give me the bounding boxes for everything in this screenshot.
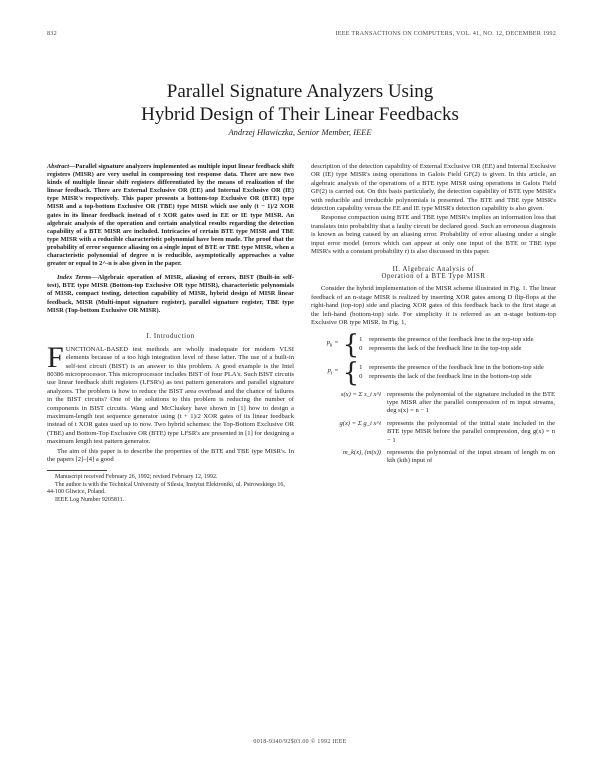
- right-paragraph-1: description of the detection capability of External Exclusive OR (EE) and Internal Exclusive OR (IE) type MISR's using operations in Galois Field GF(2) is given. In this article, an algebraic analysis of the operations of a BTE type MISR using operations in Galois Field GF(2) is carried out. On this basis particularly, the detection capability of BTE type MISR's with reducible and irreducible polynomials is presented. The BTE and TBE type MISR's detection capability versus the EE and IE type MISR's detection capability is also given.: [311, 163, 556, 213]
- sx-lhs: s(x) = Σ s_i x^i: [340, 390, 381, 398]
- abstract-lead: Abstract—: [47, 163, 76, 170]
- sx-definition: [311, 391, 556, 416]
- mx-definition: [311, 449, 556, 466]
- pk-brace: {: [342, 329, 360, 360]
- page-number: 832: [47, 30, 57, 37]
- pi-brace: {: [342, 357, 360, 388]
- index-terms-text: Algebraic operation of MISR, aliasing of errors, BIST (Built-in self-test), BTE type MISR (Bottom-top Exclusive OR type MISR), characteristic polynomials of MISR, compact testing, detection capability of MISR, hybrid design of MISR linear feedback, MISR (Multi-input signature register), parallel signature register, TBE type MISR (Top-bottom Exclusive OR MISR).: [47, 274, 294, 314]
- index-terms-lead: Index Terms—: [57, 274, 98, 282]
- index-terms: [47, 274, 294, 314]
- right-paragraph-2: Response compaction using BTE and TBE type MISR's implies an information loss that translates into probability that a faulty circuit be declared good. Such an erroneous diagnosis is known as being caused by an aliasing error. Probability of error aliasing under a single input error model (errors which can appear at only one input of the BTE or TBE type MISR's with a constant probability r) is also discussed in this paper.: [311, 214, 556, 256]
- copyright-footer: 0018-9340/92$03.00 © 1992 IEEE: [253, 739, 347, 745]
- right-column: [311, 163, 556, 466]
- mx-description: represents the polynomial of the input stream of length m on kth (kth) input of: [387, 448, 555, 465]
- section-heading-algebraic-1: II. Algebraic Analysis of: [392, 266, 475, 274]
- gx-definition: [311, 420, 556, 445]
- footnote-log-number: IEEE Log Number 9205811.: [55, 496, 125, 503]
- drop-cap: F: [47, 340, 64, 374]
- pi-symbol: $p_i$ =: [327, 367, 339, 377]
- footnote-received: Manuscript received February 26, 1992; revised February 12, 1992.: [55, 474, 218, 481]
- left-column: [47, 163, 294, 504]
- pi-definition: [311, 357, 556, 388]
- title-line-2: Hybrid Design of Their Linear Feedbacks: [141, 104, 459, 125]
- pk-case-0: represents the lack of the feedback line in the top-top side: [369, 344, 522, 352]
- intro-paragraph-1: [47, 340, 294, 447]
- author-line: Andrzej Hławiczka, Senior Member, IEEE: [228, 127, 372, 137]
- gx-lhs: g(x) = Σ g_i x^i: [339, 419, 381, 427]
- pk-symbol: $p_k$ =: [326, 339, 339, 349]
- abstract-text: Parallel signature analyzers implemented as multiple input linear feedback shift registers (MISR) are very useful in compressing test response data. There are now two kinds of multiple linear shift registers differentiated by the means of realization of the linear feedback. There are External Exclusive OR (EE) and Internal Exclusive OR (IE) type MISR's respectively. This paper presents a bottom-top Exclusive OR (BTE) type MISR and a top-bottom Exclusive OR (TBE) type MISR which use only (t − 1)/2 XOR gates in its linear feedback instead of t XOR gates used in EE or IE type MISR. An algebraic analysis of the operation and certain analytical results regarding the detection capability of a BTE MISR are included. Intricacies of certain BTE type MISR and TBE type MISR with a reducible characteristic polynomial have been made. The proof that the probability of error sequence aliasing on a single input of BTE or TBE type MISR, when a characteristic polynomial of degree n is reducible, asymptotically approaches a value greater or equal to 2^-n is also given in the paper.: [47, 163, 294, 268]
- journal-header: IEEE TRANSACTIONS ON COMPUTERS, VOL. 41, NO. 12, DECEMBER 1992: [335, 30, 556, 37]
- pi-cases: 1 represents the presence of the feedback line in the bottom-top side 0 represents the lack of the feedback line in the bottom-top side: [359, 364, 544, 380]
- sx-description: represents the polynomial of the signature included in the BTE type MISR after the parallel compression of m input streams, deg s(x) = n − 1: [387, 390, 555, 415]
- abstract: [47, 163, 294, 268]
- intro-paragraph-2: The aim of this paper is to describe the properties of the BTE and TBE type MISR's. In the papers [2]–[4] a good: [47, 447, 294, 463]
- pk-definition: [311, 329, 556, 360]
- footnote-affiliation: The author is with the Technical University of Silesia, Instytut Elektroniki, ul. Pstrowskiego 16, 44-100 Gliwice, Poland.: [47, 481, 285, 496]
- pk-case-1: represents the presence of the feedback line in the top-top side: [369, 336, 534, 344]
- section-heading-introduction: I. Introduction: [146, 332, 195, 340]
- gx-description: represents the polynomial of the initial state included in the BTE type MISR before the parallel compression, deg g(x) = n − 1: [387, 419, 555, 444]
- paper-title: [0, 80, 600, 126]
- pk-cases: 1 represents the presence of the feedback line in the top-top side 0 represents the lack of the feedback line in the top-top side: [359, 336, 534, 352]
- section2-paragraph-1: Consider the hybrid implementation of the MISR scheme illustrated in Fig. 1. The linear feedback of an n-stage MISR is realized by inserting XOR gates among D flip-flops at the right-hand (top-top) side and placing XOR gates of this feedback back to the first stage at the left-hand (bottom-top) side. For simplicity it is referred as an n-stage bottom-top Exclusive OR type MISR. In Fig. 1,: [311, 285, 556, 327]
- pi-case-0: represents the lack of the feedback line in the bottom-top side: [369, 372, 532, 380]
- footnote-rule: [47, 470, 107, 471]
- title-line-1: Parallel Signature Analyzers Using: [166, 81, 434, 102]
- mx-lhs: m_k(x), (m(x)): [342, 448, 381, 456]
- pi-case-1: represents the presence of the feedback line in the bottom-top side: [369, 364, 544, 372]
- section-heading-algebraic-2: Operation of a BTE Type MISR: [381, 273, 486, 281]
- intro-text-1: UNCTIONAL-BASED test methods are wholly inadequate for modern VLSI elements because of a too high integration level of these latter. The use of a built-in self-test circuit (BIST) is an answer to this problem. A good example is the Intel 80386 microprocessor. This microprocessor includes BIST of four PLA's. Such BIST circuits use linear feedback shift registers (LFSR's) as test pattern generators and parallel signature analyzers. The problem is how to reduce the BIST area overhead and the chance of failures in the BIST circuits? One of the solutions to this problem is reducing the number of components in BIST circuits. Wang and McCluskey have shown in [1] how to design a maximum-length test sequence generator using (t + 1)/2 XOR gates of its linear feedback instead of t XOR gates used up to now. Two hybrid schemes: the Top-Bottom Exclusive OR (TBE) and Bottom-Top Exclusive OR (BTE) type LFSR's are presented in [1] for designing a maximum length test pattern generator.: [47, 345, 294, 446]
